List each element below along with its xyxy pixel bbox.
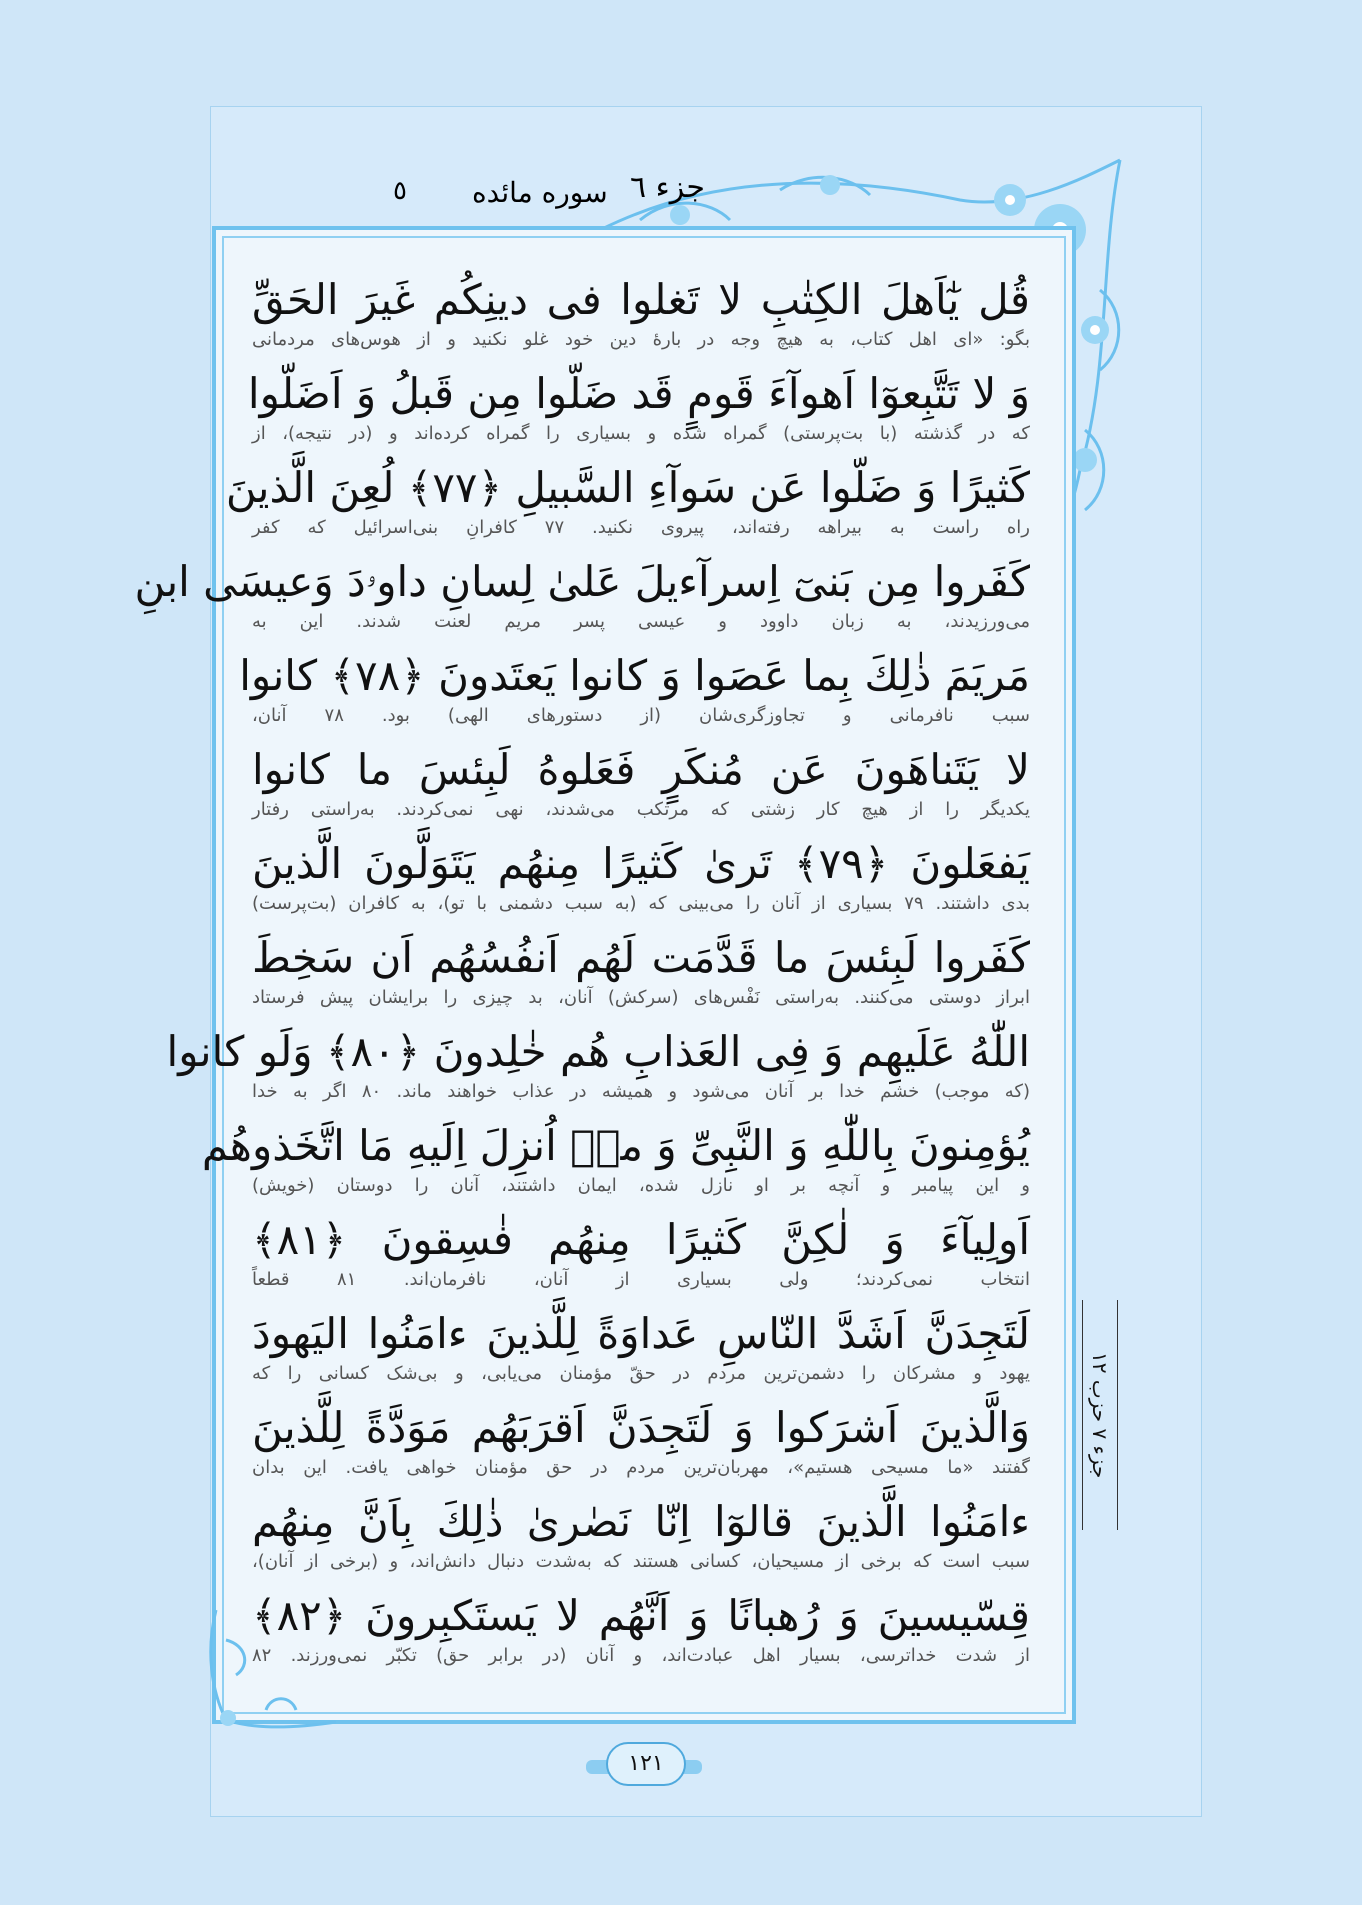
arabic-line: كَفَروا لَبِئسَ ما قَدَّمَت لَهُم اَنفُسُهُم اَن سَخِطَ xyxy=(252,933,1030,982)
page-number: ١٢١ xyxy=(606,1742,686,1786)
line-7 xyxy=(252,836,1030,916)
line-11 xyxy=(252,1212,1030,1292)
translation-line: و این پیامبر و آنچه بر او نازل شده، ایمان داشتند، آنان را دوستان (خویش) xyxy=(252,1175,1030,1196)
arabic-line: وَ لا تَتَّبِعوٓا اَهوآءَ قَومٍ قَد ضَلّوا مِن قَبلُ وَ اَضَلّوا xyxy=(247,369,1030,418)
translation-line: یکدیگر را از هیچ کار زشتی که مرتکب می‌شدند، نهی نمی‌کردند. به‌راستی رفتار xyxy=(252,799,1030,820)
translation-line: سبب است که برخی از مسیحیان، کسانی هستند که به‌شدت دنبال دانش‌اند، و (برخی از آنان)، xyxy=(252,1551,1030,1572)
juz-label: جزء ٦ xyxy=(630,170,705,205)
line-12 xyxy=(252,1306,1030,1386)
arabic-line: مَريَمَ ذٰلِكَ بِما عَصَوا وَ كانوا يَعتَدونَ ﴿٧٨﴾ كانوا xyxy=(239,651,1030,700)
translation-line: ابراز دوستی می‌کنند. به‌راستی نَفْس‌های (سرکش) آنان، بد چیزی را برایشان پیش فرستاد xyxy=(252,987,1030,1008)
translation-line: (که موجب) خشم خدا بر آنان می‌شود و همیشه در عذاب خواهند ماند. ٨٠ اگر به خدا xyxy=(252,1081,1030,1102)
arabic-line: اَولِيآءَ وَ لٰكِنَّ كَثيرًا مِنهُم فٰسِقونَ ﴿٨١﴾ xyxy=(252,1215,1030,1264)
line-4 xyxy=(134,554,1030,634)
arabic-line: كَفَروا مِن بَنىٓ اِسرآءيلَ عَلىٰ لِسانِ داوۥدَ وَعيسَى ابنِ xyxy=(134,557,1030,606)
surah-label: سوره مائده xyxy=(472,176,608,209)
translation-line: انتخاب نمی‌کردند؛ ولی بسیاری از آنان، نافرمان‌اند. ٨١ قطعاً xyxy=(252,1269,1030,1290)
translation-line: بدی داشتند. ٧٩ بسیاری از آنان را می‌بینی که (به سبب دشمنی با تو)، به کافران (بت‌پرست) xyxy=(252,893,1030,914)
line-9 xyxy=(166,1024,1030,1104)
arabic-line: قِسّيسينَ وَ رُهبانًا وَ اَنَّهُم لا يَستَكبِرونَ ﴿٨٢﴾ xyxy=(252,1591,1030,1640)
line-3 xyxy=(225,460,1031,540)
arabic-line: يُؤمِنونَ بِاللّٰهِ وَ النَّبِىِّ وَ ماۤ اُنزِلَ اِلَيهِ مَا اتَّخَذوهُم xyxy=(201,1121,1030,1170)
corner-ornament-icon xyxy=(196,1600,346,1740)
arabic-line: اللّٰهُ عَلَيهِم وَ فِى العَذابِ هُم خٰلِدونَ ﴿٨٠﴾ وَلَو كانوا xyxy=(166,1027,1030,1076)
translation-line: بگو: «ای اهل کتاب، به هیچ وجه در بارهٔ دین خود غلو نکنید و از هوس‌های مردمانی xyxy=(252,329,1030,350)
translation-line: از شدت خداترسی، بسیار اهل عبادت‌اند، و آنان (در برابر حق) تکبّر نمی‌ورزند. ٨٢ xyxy=(252,1645,1030,1666)
verse-area xyxy=(134,272,1031,1692)
line-5 xyxy=(239,648,1030,728)
arabic-line: كَثيرًا وَ ضَلّوا عَن سَوآءِ السَّبيلِ ﴿٧٧﴾ لُعِنَ الَّذينَ xyxy=(225,463,1030,512)
line-13 xyxy=(252,1400,1030,1480)
arabic-line: يَفعَلونَ ﴿٧٩﴾ تَرىٰ كَثيرًا مِنهُم يَتَوَلَّونَ الَّذينَ xyxy=(252,839,1030,888)
line-10 xyxy=(201,1118,1030,1198)
translation-line: که در گذشته (با بت‌پرستی) گمراه شده و بسیاری را گمراه کرده‌اند و (در نتیجه)، از xyxy=(252,423,1030,444)
line-2 xyxy=(247,366,1030,446)
hizb-marker: جزء ٧ حزب ١٢ xyxy=(1082,1300,1118,1530)
translation-line: راه راست به بیراهه رفته‌اند، پیروی نکنید. ٧٧ کافرانِ بنی‌اسرائیل که کفر xyxy=(252,517,1031,538)
line-8 xyxy=(252,930,1030,1010)
translation-line: گفتند «ما مسیحی هستیم»، مهربان‌ترین مردم در حق مؤمنان خواهی یافت. این بدان xyxy=(252,1457,1030,1478)
line-15 xyxy=(252,1588,1030,1668)
translation-line: یهود و مشرکان را دشمن‌ترین مردم در حقّ مؤمنان می‌یابی، و بی‌شک کسانی را که xyxy=(252,1363,1030,1384)
line-1 xyxy=(252,272,1030,352)
translation-line: می‌ورزیدند، به زبان داوود و عیسی پسر مریم لعنت شدند. این به xyxy=(252,611,1030,632)
arabic-line: قُل يٰٓاَهلَ الكِتٰبِ لا تَغلوا فى دينِكُم غَيرَ الحَقِّ xyxy=(252,275,1030,324)
line-6 xyxy=(252,742,1030,822)
translation-line: سبب نافرمانی و تجاوزگری‌شان (از دستورهای الهی) بود. ٧٨ آنان، xyxy=(252,705,1030,726)
line-14 xyxy=(252,1494,1030,1574)
arabic-line: وَالَّذينَ اَشرَكوا وَ لَتَجِدَنَّ اَقرَبَهُم مَوَدَّةً لِلَّذينَ xyxy=(252,1403,1030,1452)
arabic-line: لَتَجِدَنَّ اَشَدَّ النّاسِ عَداوَةً لِلَّذينَ ءامَنُوا اليَهودَ xyxy=(252,1309,1030,1358)
arabic-line: ءامَنُوا الَّذينَ قالوٓا اِنّا نَصٰرىٰ ذٰلِكَ بِاَنَّ مِنهُم xyxy=(252,1497,1030,1546)
arabic-line: لا يَتَناهَونَ عَن مُنكَرٍ فَعَلوهُ لَبِئسَ ما كانوا xyxy=(252,745,1030,794)
surah-number: ٥ xyxy=(393,176,407,206)
